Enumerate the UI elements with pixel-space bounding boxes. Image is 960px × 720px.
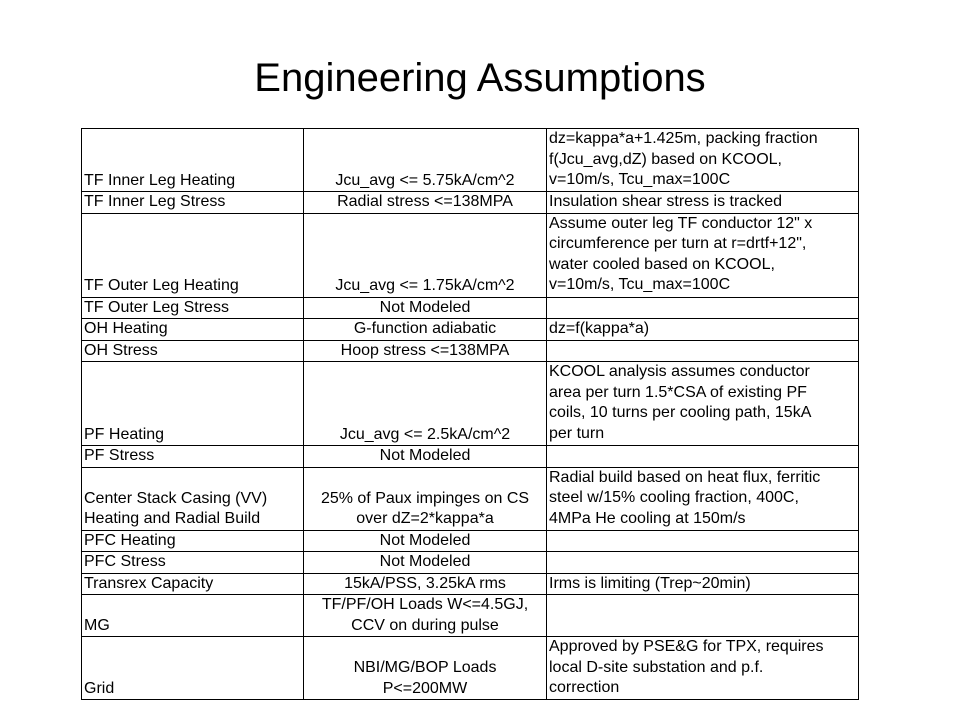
cell-line: coils, 10 turns per cooling path, 15kA — [549, 404, 812, 421]
item-cell — [82, 362, 304, 446]
cell-line — [549, 531, 856, 552]
item-cell — [82, 467, 304, 530]
item-cell — [82, 573, 304, 595]
cell-line: Heating and Radial Build — [84, 510, 261, 527]
cell-line: PF Stress — [84, 447, 155, 464]
limit-cell — [304, 530, 547, 552]
notes-cell — [547, 319, 859, 341]
cell-line: Not Modeled — [379, 531, 471, 549]
limit-cell — [304, 573, 547, 595]
item-cell — [82, 297, 304, 319]
cell-line: v=10m/s, Tcu_max=100C — [549, 171, 731, 188]
notes-cell — [547, 297, 859, 319]
item-cell — [82, 530, 304, 552]
item-cell — [82, 213, 304, 297]
cell-line: TF/PF/OH Loads W<=4.5GJ, — [321, 596, 529, 613]
cell-line: local D-site substation and p.f. — [549, 658, 764, 676]
item-cell — [82, 595, 304, 637]
notes-cell — [547, 446, 859, 468]
cell-line: P<=200MW — [382, 679, 468, 697]
notes-cell — [547, 595, 859, 637]
cell-line: steel w/15% cooling fraction, 400C, — [549, 489, 799, 506]
notes-cell — [547, 362, 859, 446]
table-row — [82, 319, 859, 341]
cell-line: 25% of Paux impinges on CS — [320, 489, 530, 507]
notes-cell — [547, 467, 859, 530]
cell-line: area per turn 1.5*CSA of existing PF — [549, 383, 807, 401]
cell-line: water cooled based on KCOOL, — [549, 255, 775, 273]
item-cell — [82, 446, 304, 468]
cell-line: 4MPa He cooling at 150m/s — [549, 509, 746, 527]
cell-line: Center Stack Casing (VV) — [84, 489, 268, 507]
cell-line: 15kA/PSS, 3.25kA rms — [344, 574, 506, 592]
item-cell — [82, 129, 304, 192]
cell-line: Radial stress <=138MPA — [337, 193, 513, 210]
notes-cell — [547, 192, 859, 214]
cell-line: dz=kappa*a+1.425m, packing fraction — [549, 130, 818, 147]
table-row — [82, 192, 859, 214]
cell-line: TF Outer Leg Heating — [84, 277, 239, 294]
table-row — [82, 340, 859, 362]
cell-line: Grid — [84, 679, 115, 697]
cell-line — [549, 616, 856, 637]
item-cell — [82, 637, 304, 700]
table-row — [82, 362, 859, 446]
limit-cell — [304, 192, 547, 214]
cell-line: OH Heating — [84, 320, 168, 337]
notes-cell — [547, 530, 859, 552]
notes-cell — [547, 340, 859, 362]
cell-line: circumference per turn at r=drtf+12", — [549, 235, 807, 252]
notes-cell — [547, 213, 859, 297]
cell-line: v=10m/s, Tcu_max=100C — [549, 276, 731, 293]
cell-line: Assume outer leg TF conductor 12" x — [549, 214, 813, 232]
cell-line: Jcu_avg <= 5.75kA/cm^2 — [335, 171, 515, 189]
cell-line: correction — [549, 679, 620, 696]
cell-line: Not Modeled — [379, 553, 471, 570]
table-row — [82, 129, 859, 192]
item-cell — [82, 340, 304, 362]
cell-line: per turn — [549, 424, 605, 442]
limit-cell — [304, 340, 547, 362]
cell-line: CCV on during pulse — [351, 616, 499, 634]
cell-line: TF Inner Leg Stress — [84, 193, 226, 210]
limit-cell — [304, 595, 547, 637]
cell-line: TF Inner Leg Heating — [84, 171, 236, 189]
table-row — [82, 446, 859, 468]
table-row — [82, 637, 859, 700]
cell-line: OH Stress — [84, 341, 158, 359]
cell-line: G-function adiabatic — [353, 320, 497, 337]
cell-line: over dZ=2*kappa*a — [356, 510, 494, 527]
table-row — [82, 297, 859, 319]
table-row — [82, 213, 859, 297]
table-row — [82, 595, 859, 637]
cell-line: PFC Stress — [84, 553, 166, 570]
limit-cell — [304, 467, 547, 530]
limit-cell — [304, 297, 547, 319]
cell-line — [549, 552, 856, 573]
cell-line: f(Jcu_avg,dZ) based on KCOOL, — [549, 150, 782, 168]
limit-cell — [304, 213, 547, 297]
cell-line: Jcu_avg <= 1.75kA/cm^2 — [335, 277, 515, 294]
table-row — [82, 552, 859, 574]
cell-line: Hoop stress <=138MPA — [340, 341, 510, 359]
limit-cell — [304, 446, 547, 468]
cell-line: Not Modeled — [379, 447, 471, 464]
assumptions-table — [81, 128, 859, 700]
table-row — [82, 530, 859, 552]
limit-cell — [304, 552, 547, 574]
cell-line — [549, 446, 856, 467]
cell-line: Irms is limiting (Trep~20min) — [549, 574, 751, 592]
notes-cell — [547, 129, 859, 192]
cell-line: KCOOL analysis assumes conductor — [549, 363, 810, 380]
limit-cell — [304, 637, 547, 700]
cell-line: Not Modeled — [379, 298, 471, 316]
cell-line — [549, 298, 856, 319]
item-cell — [82, 319, 304, 341]
cell-line: Insulation shear stress is tracked — [549, 193, 782, 210]
cell-line: PFC Heating — [84, 531, 176, 549]
cell-line: PF Heating — [84, 425, 165, 443]
table-row — [82, 573, 859, 595]
cell-line: Transrex Capacity — [84, 574, 214, 592]
limit-cell — [304, 362, 547, 446]
page-title: Engineering Assumptions — [254, 56, 706, 100]
cell-line: MG — [84, 616, 110, 634]
cell-line: Radial build based on heat flux, ferritic — [549, 468, 821, 486]
item-cell — [82, 192, 304, 214]
limit-cell — [304, 319, 547, 341]
limit-cell — [304, 129, 547, 192]
cell-line: Approved by PSE&G for TPX, requires — [549, 638, 824, 655]
cell-line: Jcu_avg <= 2.5kA/cm^2 — [339, 425, 511, 443]
table-row — [82, 467, 859, 530]
cell-line: TF Outer Leg Stress — [84, 298, 229, 316]
notes-cell — [547, 637, 859, 700]
cell-line: dz=f(kappa*a) — [549, 320, 650, 337]
notes-cell — [547, 552, 859, 574]
notes-cell — [547, 573, 859, 595]
item-cell — [82, 552, 304, 574]
cell-line: NBI/MG/BOP Loads — [353, 659, 497, 676]
cell-line — [549, 341, 856, 362]
